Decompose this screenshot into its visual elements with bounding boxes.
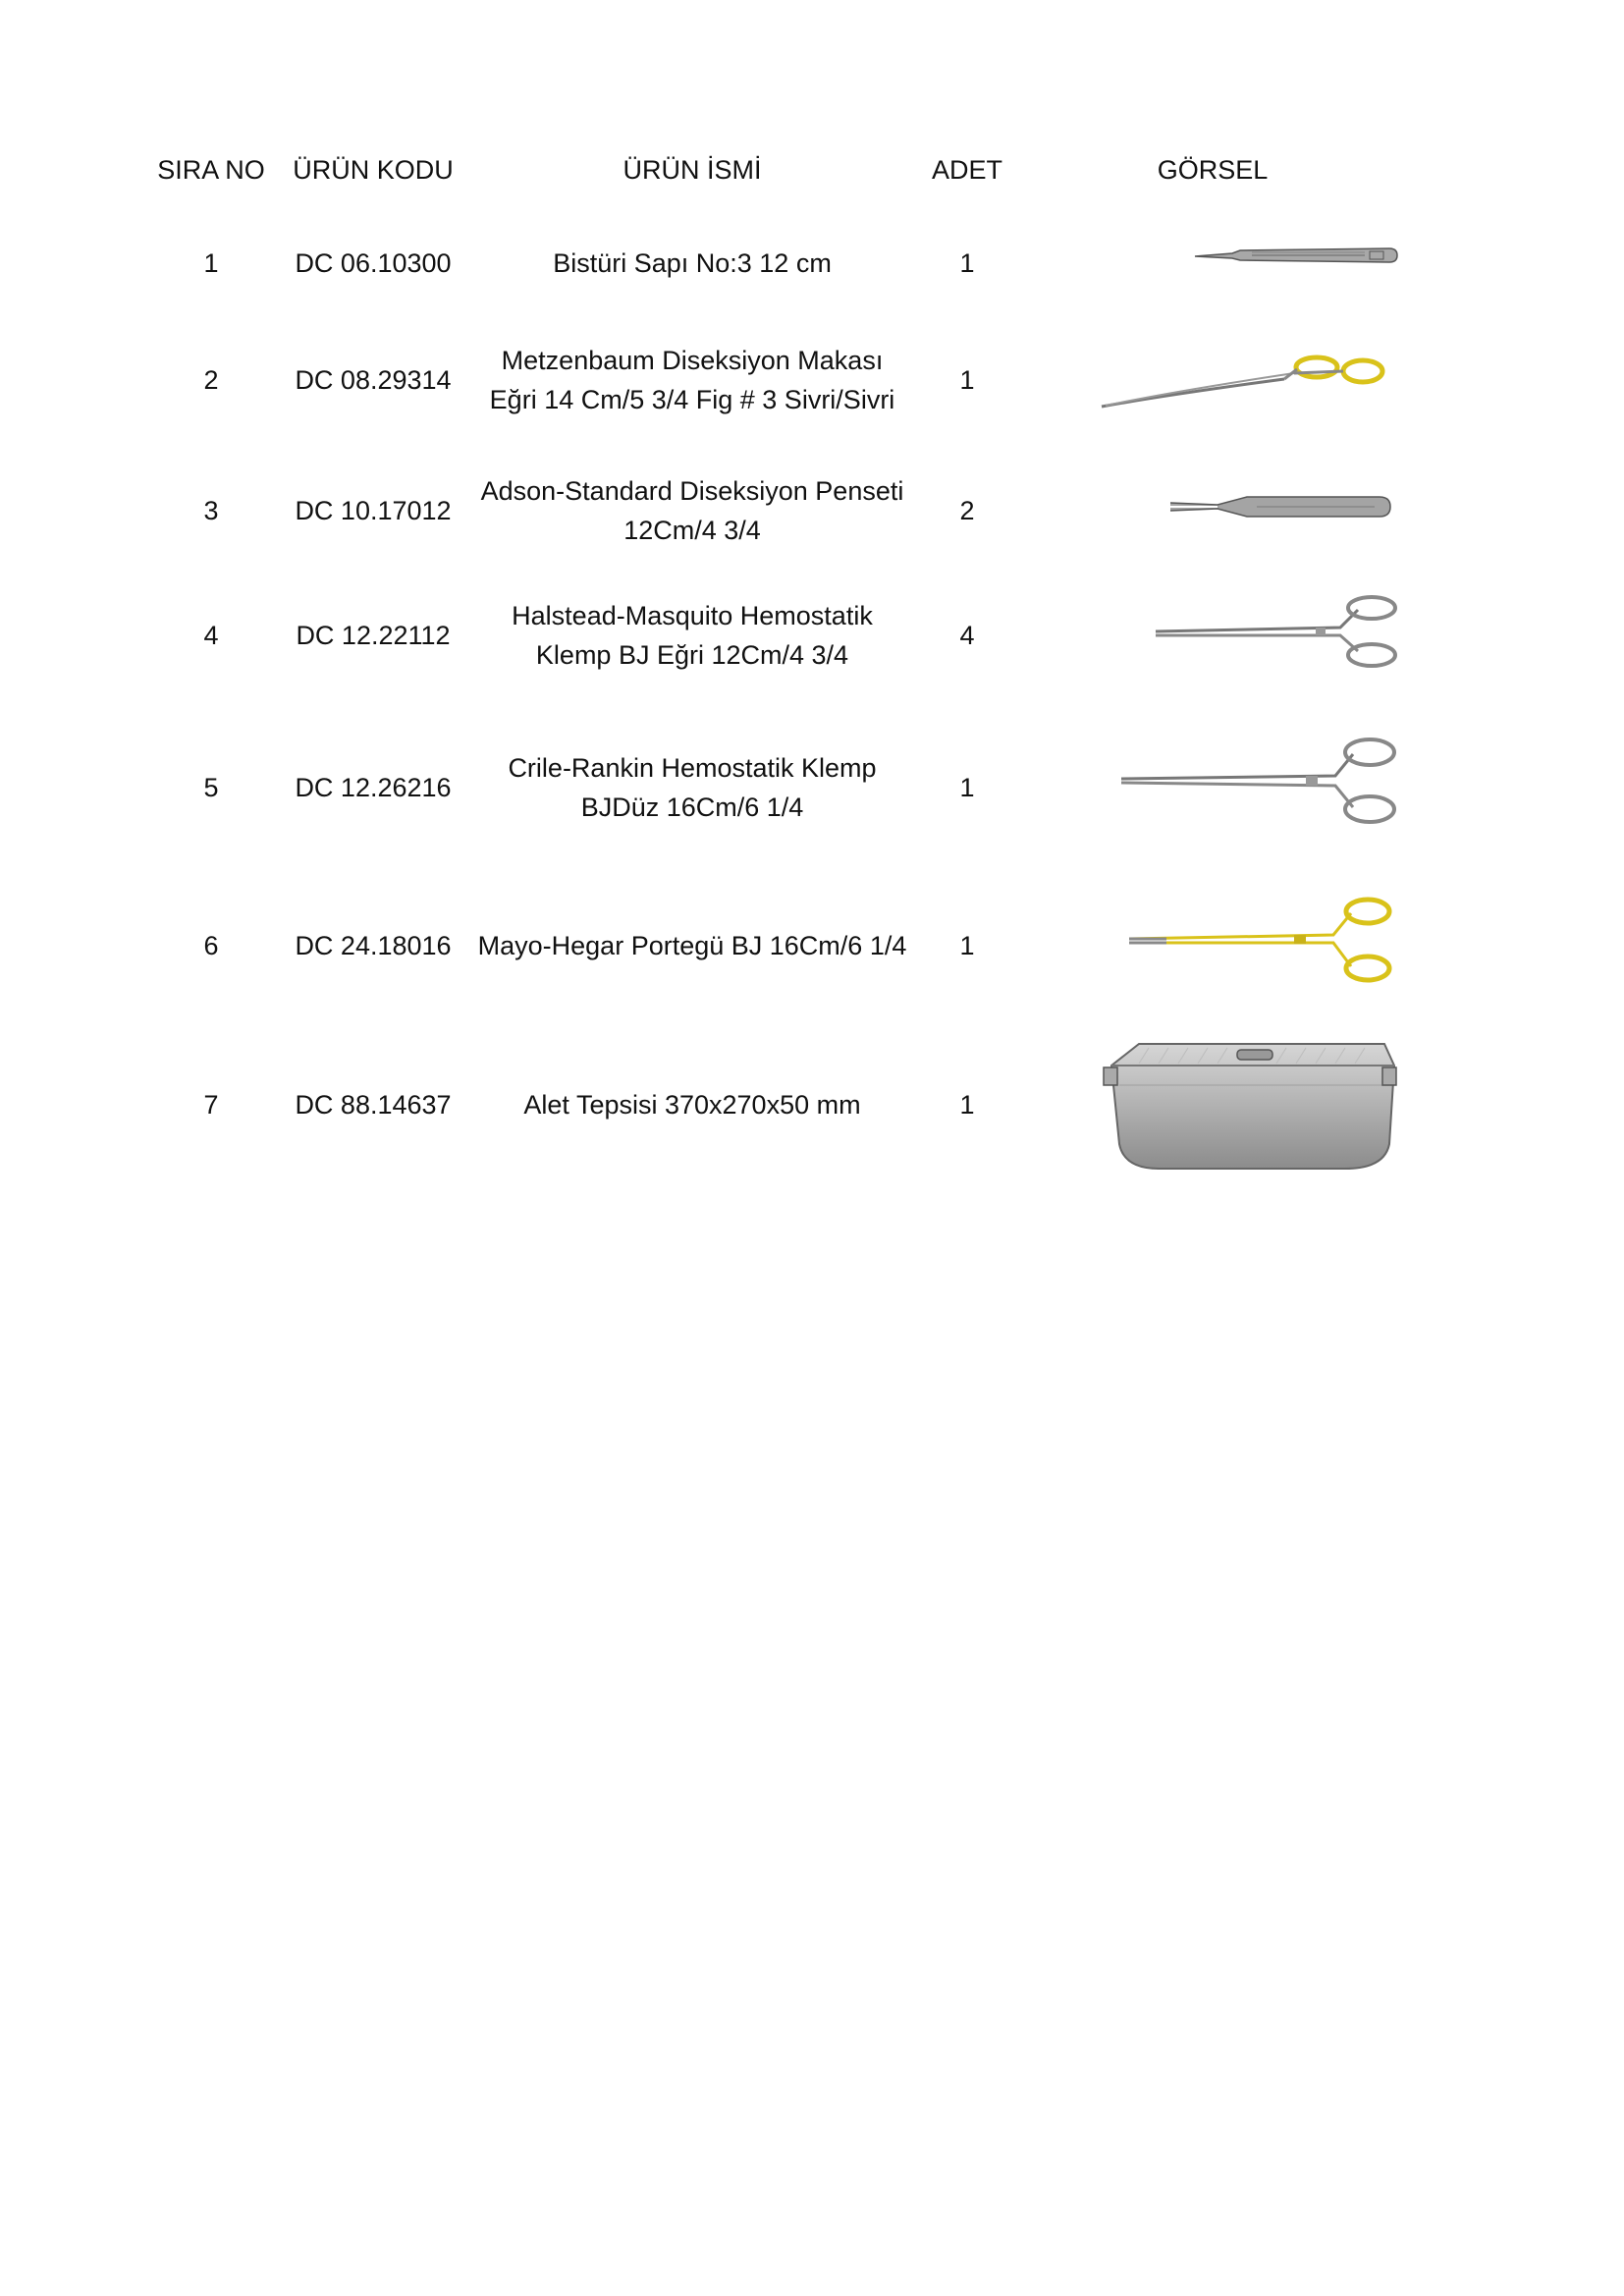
row-name: Halstead-Masquito Hemostatik Klemp BJ Eğri 12Cm/4 3/4	[512, 601, 873, 670]
row-qty: 1	[959, 1090, 975, 1120]
row-code: DC 12.22112	[296, 621, 451, 650]
row-name: Crile-Rankin Hemostatik Klemp BJDüz 16Cm/6 1/4	[508, 753, 877, 822]
row-qty: 1	[959, 365, 975, 395]
hemostat-icon	[1154, 594, 1399, 668]
forceps-icon	[1168, 489, 1394, 524]
header-adet: ADET	[931, 155, 1002, 185]
row-no: 2	[203, 365, 219, 395]
row-qty: 1	[959, 773, 975, 802]
row-qty: 1	[959, 931, 975, 960]
row-code: DC 12.26216	[295, 773, 452, 802]
row-qty: 4	[959, 621, 975, 650]
header-urun-ismi: ÜRÜN İSMİ	[623, 155, 762, 185]
row-code: DC 88.14637	[295, 1090, 452, 1120]
row-no: 5	[203, 773, 219, 802]
row-name: Adson-Standard Diseksiyon Penseti 12Cm/4 3/4	[480, 476, 904, 545]
needle-holder-icon	[1127, 896, 1397, 984]
row-no: 6	[203, 931, 219, 960]
row-code: DC 10.17012	[295, 496, 452, 525]
row-qty: 2	[959, 496, 975, 525]
row-no: 7	[203, 1090, 219, 1120]
header-urun-kodu: ÜRÜN KODU	[293, 155, 454, 185]
row-name: Mayo-Hegar Portegü BJ 16Cm/6 1/4	[477, 931, 907, 960]
row-code: DC 06.10300	[295, 248, 452, 278]
scissors-icon	[1098, 352, 1392, 410]
row-name: Bistüri Sapı No:3 12 cm	[553, 248, 832, 278]
scalpel-handle-icon	[1193, 241, 1399, 270]
row-name: Alet Tepsisi 370x270x50 mm	[523, 1090, 861, 1120]
row-code: DC 08.29314	[295, 365, 452, 395]
row-qty: 1	[959, 248, 975, 278]
instrument-tray-icon	[1100, 1036, 1399, 1174]
hemostat-straight-icon	[1119, 737, 1399, 825]
header-sira-no: SIRA NO	[157, 155, 265, 185]
row-no: 4	[203, 621, 219, 650]
row-no: 1	[203, 248, 219, 278]
row-code: DC 24.18016	[295, 931, 452, 960]
row-name: Metzenbaum Diseksiyon Makası Eğri 14 Cm/5 3/4 Fig # 3 Sivri/Sivri	[489, 346, 895, 414]
header-gorsel: GÖRSEL	[1157, 155, 1269, 185]
row-no: 3	[203, 496, 219, 525]
